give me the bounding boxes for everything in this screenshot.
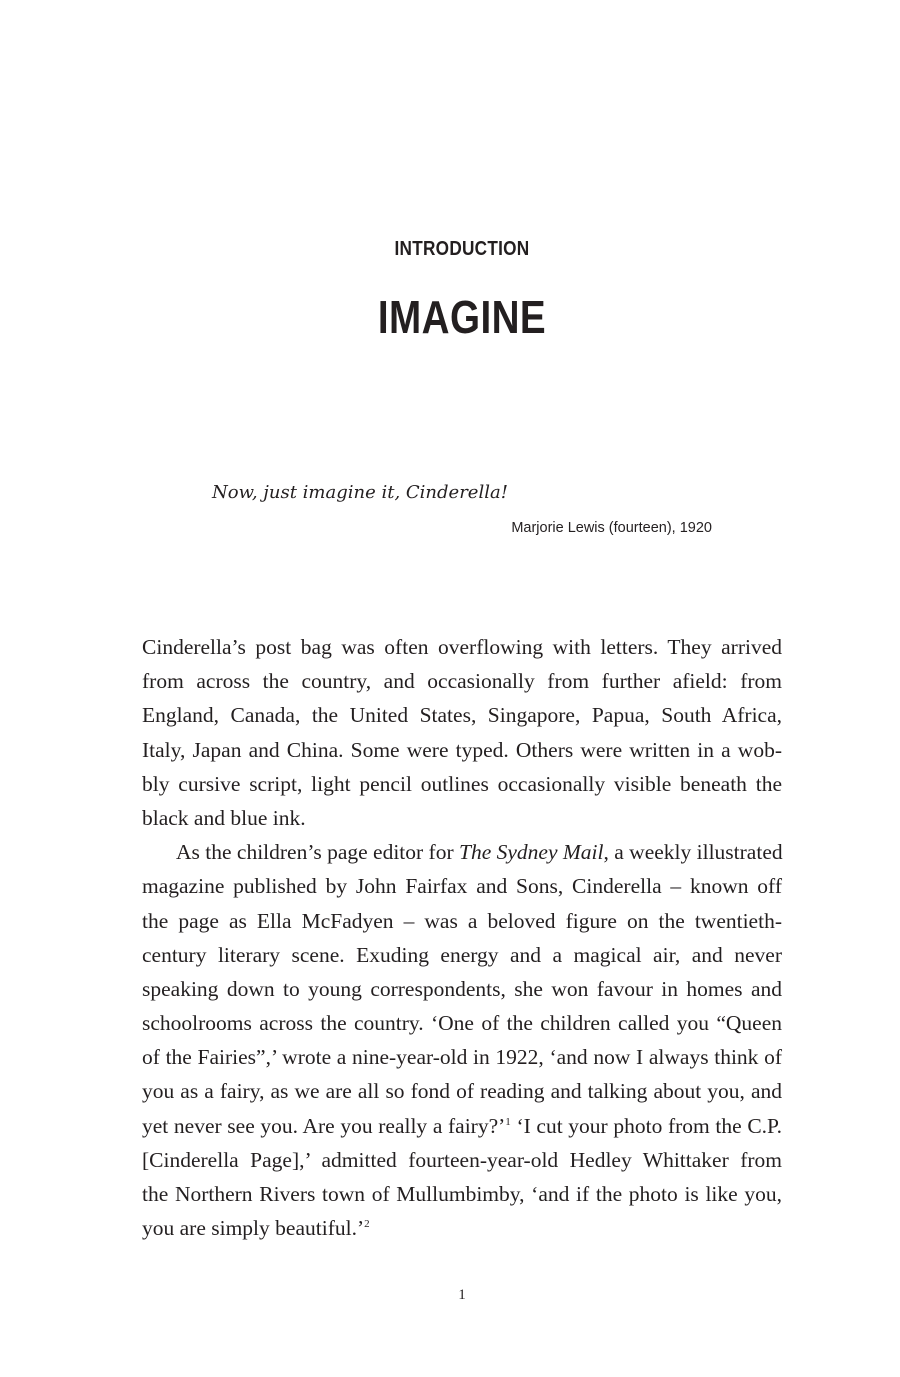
publication-title: The Sydney Mail — [459, 840, 604, 865]
text-line: black and blue ink. — [142, 805, 306, 830]
paragraph-1 — [142, 630, 782, 835]
chapter-label: INTRODUCTION — [394, 238, 530, 260]
text-line — [142, 835, 782, 869]
chapter-title: IMAGINE — [377, 291, 547, 343]
text-segment: ‘I cut your photo from the C.P. — [510, 1113, 782, 1138]
text-line: bly cursive script, light pencil outlines occasionally visible beneath the — [142, 771, 782, 796]
epigraph-attribution: Marjorie Lewis (fourteen), 1920 — [511, 520, 712, 536]
page-number: 1 — [458, 1287, 466, 1303]
body-text — [142, 630, 782, 1245]
paragraph-2 — [142, 835, 782, 1245]
text-line: Cinderella’s post bag was often overflowing with letters. They arrived — [142, 635, 782, 659]
text-line: the Northern Rivers town of Mullumbimby, ‘and if the photo is like you, — [142, 1182, 782, 1206]
text-line — [142, 1211, 782, 1245]
text-segment: , a weekly illustrated — [603, 840, 783, 865]
text-line: the page as Ella McFadyen – was a beloved figure on the twentieth- — [142, 908, 782, 933]
text-line: England, Canada, the United States, Singapore, Papua, South Africa, — [142, 703, 782, 728]
footnote-marker: 1 — [505, 1115, 511, 1128]
text-line: [Cinderella Page],’ admitted fourteen-year-old Hedley Whittaker from — [142, 1147, 782, 1172]
text-line: Italy, Japan and China. Some were typed. Others were written in a wob- — [142, 737, 782, 762]
text-line: of the Fairies”,’ wrote a nine-year-old in 1922, ‘and now I always think of — [142, 1045, 782, 1070]
epigraph-quote: Now, just imagine it, Cinderella! — [212, 482, 508, 503]
text-line: schoolrooms across the country. ‘One of the children called you “Queen — [142, 1011, 782, 1036]
text-line — [142, 1109, 782, 1143]
text-line: from across the country, and occasionally from further afield: from — [142, 669, 782, 694]
text-line: magazine published by John Fairfax and Sons, Cinderella – known off — [142, 874, 782, 899]
text-line: you as a fairy, as we are all so fond of reading and talking about you, and — [142, 1079, 782, 1104]
text-segment: you are simply beautiful.’ — [142, 1216, 365, 1241]
text-line: century literary scene. Exuding energy and a magical air, and never — [142, 942, 782, 967]
text-segment: yet never see you. Are you really a fairy?’ — [142, 1113, 506, 1138]
text-segment: As the children’s page editor for — [176, 840, 459, 865]
footnote-marker: 2 — [364, 1218, 370, 1231]
text-line: speaking down to young correspondents, she won favour in homes and — [142, 976, 782, 1001]
